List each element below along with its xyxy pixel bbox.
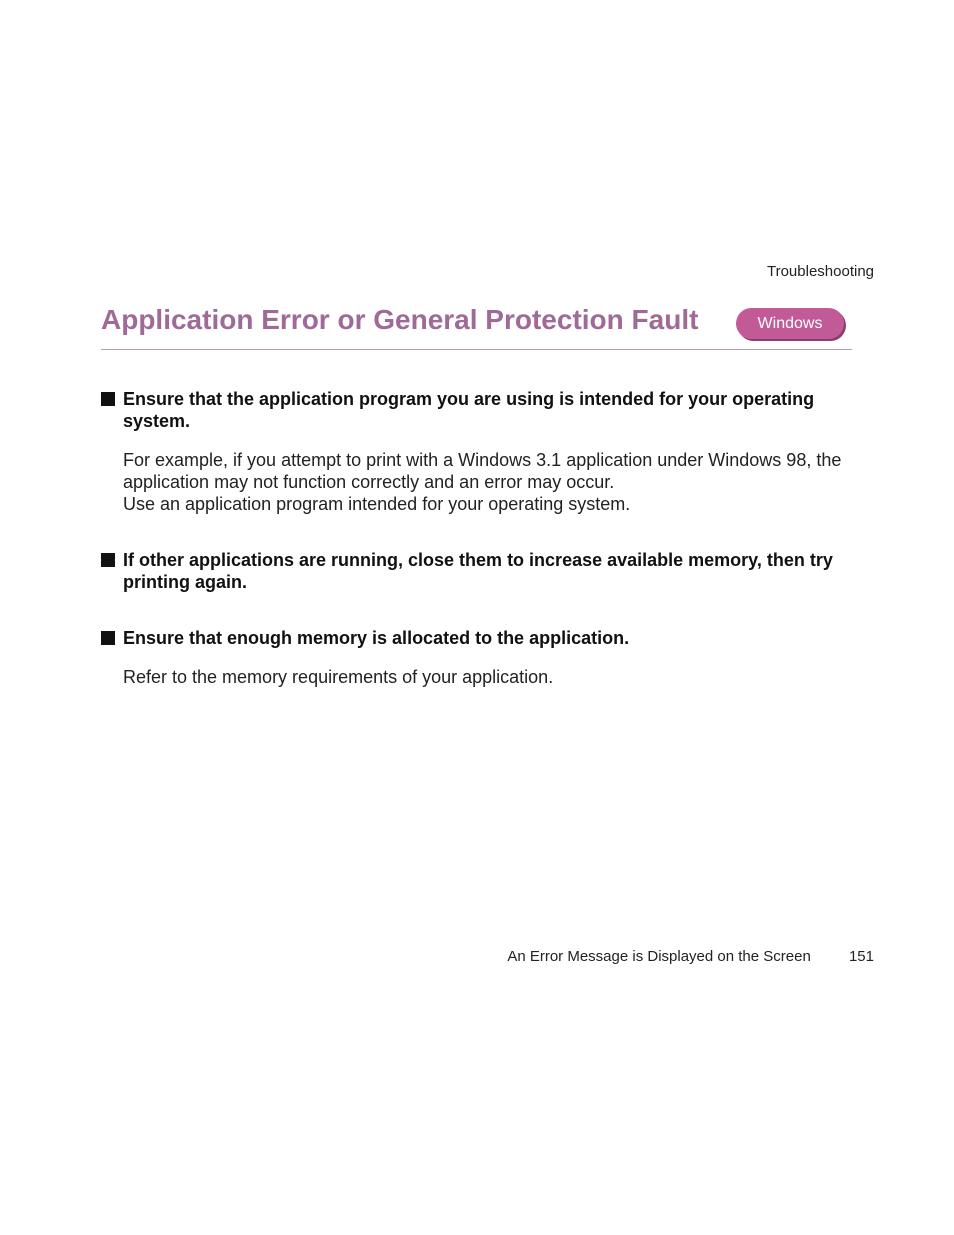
square-bullet-icon	[101, 631, 115, 645]
title-row	[101, 300, 852, 350]
page-footer	[507, 948, 874, 965]
body-paragraph: Refer to the memory requirements of your application.	[123, 667, 554, 687]
page-title: Application Error or General Protection Fault	[101, 304, 699, 335]
item-body	[101, 666, 861, 688]
item-heading	[101, 388, 861, 432]
troubleshooting-item	[101, 549, 861, 593]
item-heading	[101, 549, 861, 593]
footer-chapter-title: An Error Message is Displayed on the Screen	[507, 948, 811, 965]
item-heading-text: Ensure that the application program you are using is intended for your operating system.	[123, 389, 815, 431]
square-bullet-icon	[101, 392, 115, 406]
body-paragraph: Use an application program intended for your operating system.	[123, 494, 631, 514]
item-heading-text: If other applications are running, close them to increase available memory, then try printing again.	[123, 550, 833, 592]
troubleshooting-item	[101, 388, 861, 515]
item-heading-text: Ensure that enough memory is allocated to the application.	[123, 628, 630, 648]
item-heading	[101, 627, 861, 649]
item-body	[101, 449, 861, 515]
running-header-section: Troubleshooting	[766, 263, 874, 280]
troubleshooting-item	[101, 627, 861, 688]
page-number: 151	[848, 948, 874, 965]
body-paragraph: For example, if you attempt to print with a Windows 3.1 application under Windows 98, the application may not function correctly and an error may occur.	[123, 450, 842, 492]
square-bullet-icon	[101, 553, 115, 567]
os-badge: Windows	[736, 308, 844, 339]
